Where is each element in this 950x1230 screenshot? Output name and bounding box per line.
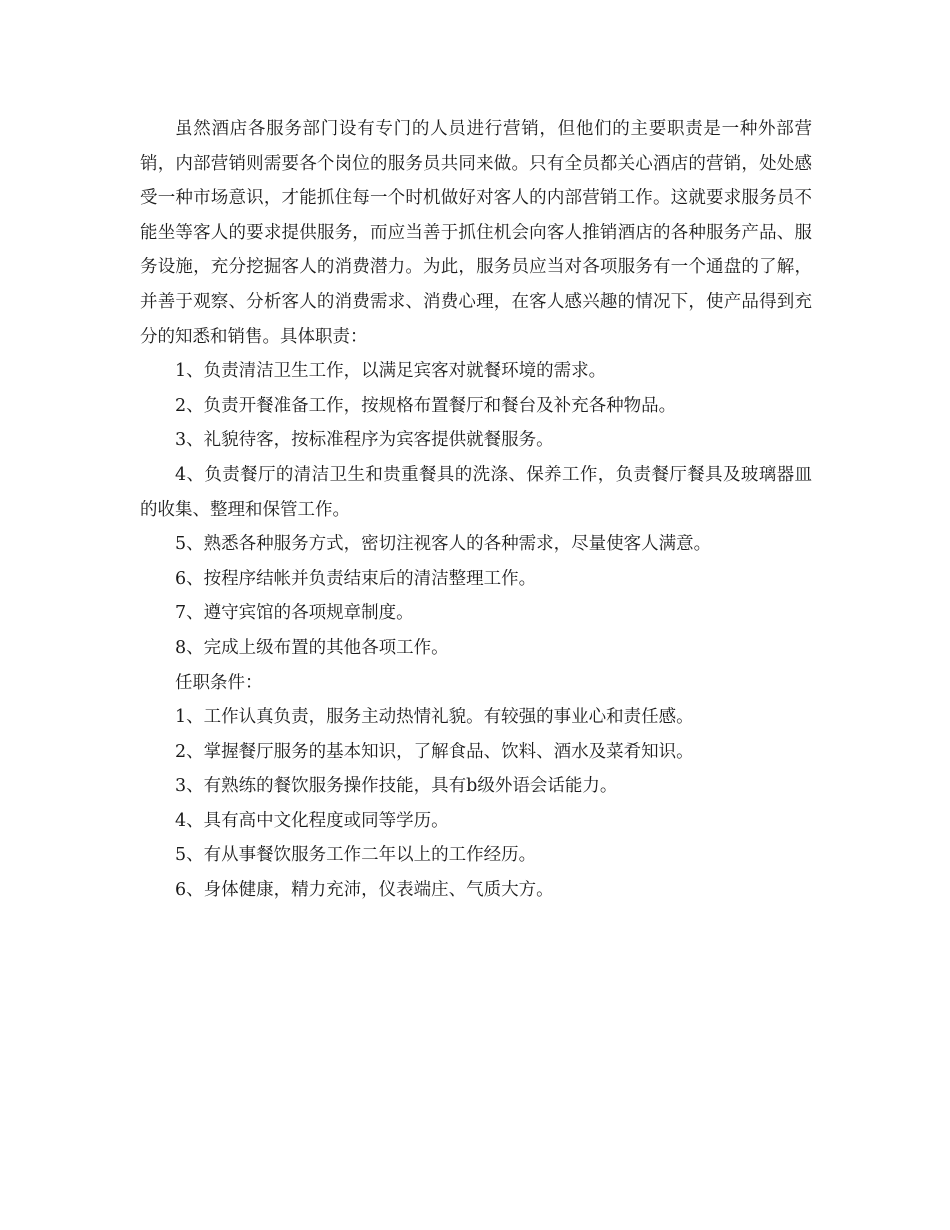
requirement-item-6: 6、身体健康，精力充沛，仪表端庄、气质大方。: [175, 880, 554, 901]
requirement-item-5: 5、有从事餐饮服务工作二年以上的工作经历。: [175, 845, 537, 866]
document-page: [140, 112, 812, 908]
requirement-item-1: 1、工作认真负责，服务主动热情礼貌。有较强的事业心和责任感。: [175, 707, 694, 728]
duty-item-7: 7、遵守宾馆的各项规章制度。: [175, 603, 414, 624]
requirement-item-3: 3、有熟练的餐饮服务操作技能，具有b级外语会话能力。: [175, 776, 618, 797]
duties-list: [140, 354, 812, 665]
intro-paragraph: 虽然酒店各服务部门设有专门的人员进行营销，但他们的主要职责是一种外部营销，内部营销则需要各个岗位的服务员共同来做。只有全员都关心酒店的营销，处处感受一种市场意识，才能抓住每一个时机做好对客人的内部营销工作。这就要求服务员不能坐等客人的要求提供服务，而应当善于抓住机会向客人推销酒店的各种服务产品、服务设施，充分挖掘客人的消费潜力。为此，服务员应当对各项服务有一个通盘的了解，并善于观察、分析客人的消费需求、消费心理，在客人感兴趣的情况下，使产品得到充分的知悉和销售。具体职责：: [140, 119, 812, 347]
duty-item-8: 8、完成上级布置的其他各项工作。: [175, 637, 449, 658]
duty-item-5: 5、熟悉各种服务方式，密切注视客人的各种需求，尽量使客人满意。: [175, 534, 712, 555]
duty-item-6: 6、按程序结帐并负责结束后的清洁整理工作。: [175, 568, 537, 589]
requirements-heading: 任职条件：: [175, 672, 263, 693]
duty-item-1: 1、负责清洁卫生工作，以满足宾客对就餐环境的需求。: [175, 361, 607, 382]
requirements-list: [140, 700, 812, 908]
requirement-item-4: 4、具有高中文化程度或同等学历。: [175, 810, 449, 831]
duty-item-2: 2、负责开餐准备工作，按规格布置餐厅和餐台及补充各种物品。: [175, 395, 677, 416]
requirement-item-2: 2、掌握餐厅服务的基本知识，了解食品、饮料、酒水及菜肴知识。: [175, 741, 694, 762]
duty-item-3: 3、礼貌待客，按标准程序为宾客提供就餐服务。: [175, 430, 554, 451]
duty-item-4: 4、负责餐厅的清洁卫生和贵重餐具的洗涤、保养工作，负责餐厅餐具及玻璃器皿的收集、整理和保管工作。: [140, 464, 812, 520]
